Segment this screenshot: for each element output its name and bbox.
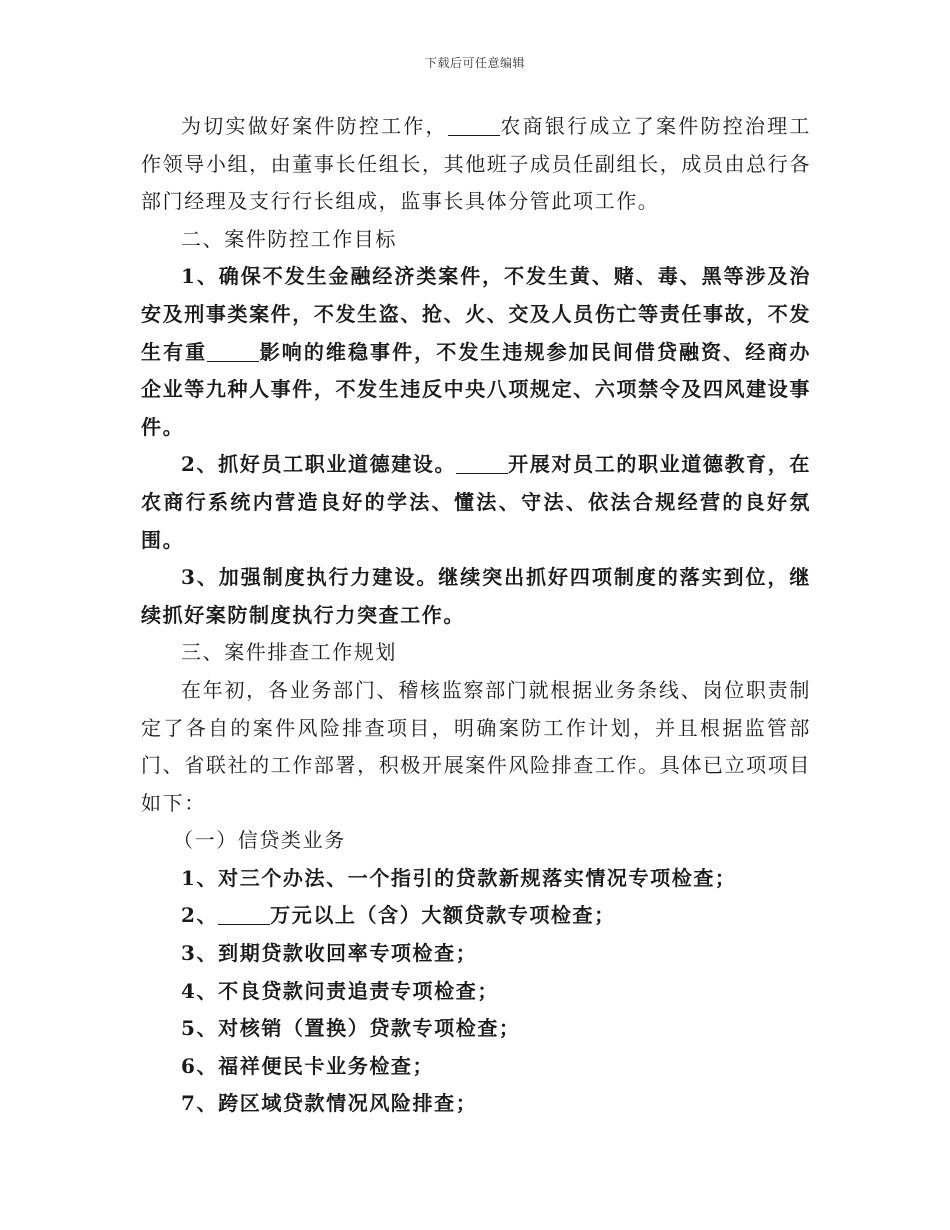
blank-line — [448, 115, 500, 136]
goal-1-text-a: 1、确保不发生金融经济类案件，不发生黄、赌、毒、黑等涉及治安及刑事类案件，不发生盗、抢、火、交及人员伤亡等责任事故，不发生有重 — [141, 264, 811, 364]
subsection-1-title: （一）信贷类业务 — [173, 828, 346, 853]
list-item: 5、对核销（置换）贷款专项检查； — [181, 1016, 521, 1041]
list-item: 4、不良贷款问责追责专项检查； — [181, 978, 499, 1003]
goal-1-text-b: 影响的维稳事件，不发生违规参加民间借贷融资、经商办企业等九种人事件，不发生违反中央八项规定、六项禁令及四风建设事件。 — [141, 339, 811, 439]
list-item: 3、到期贷款收回率专项检查； — [181, 941, 478, 966]
list-item: 7、跨区域贷款情况风险排查； — [181, 1091, 478, 1116]
intro-text-b: 农商银行成立了案件防控治理工作领导小组，由董事长任组长，其他班子成员任副组长，成员由总行各部门经理及支行行长组成，监事长具体分管此项工作。 — [141, 114, 811, 214]
section-3-title: 三、案件排查工作规划 — [181, 640, 397, 665]
list-item: 1、对三个办法、一个指引的贷款新规落实情况专项检查； — [181, 865, 737, 890]
section-2-title: 二、案件防控工作目标 — [181, 226, 397, 251]
blank-line — [207, 341, 259, 362]
goal-2-text-b: 开展对员工的职业道德教育，在农商行系统内营造良好的学法、懂法、守法、依法合规经营的良好氛围。 — [141, 452, 811, 552]
plan-paragraph: 在年初，各业务部门、稽核监察部门就根据业务条线、岗位职责制定了各自的案件风险排查项目，明确案防工作计划，并且根据监管部门、省联社的工作部署，积极开展案件风险排查工作。具体已立项项目如下： — [141, 677, 811, 815]
goal-1-paragraph — [141, 258, 811, 446]
goal-3-paragraph: 3、加强制度执行力建设。继续突出抓好四项制度的落实到位，继续抓好案防制度执行力突查工作。 — [141, 565, 811, 627]
document-body — [141, 108, 811, 1123]
list-item-2-text-a: 2、 — [181, 903, 219, 928]
list-item: 6、福祥便民卡业务检查； — [181, 1053, 435, 1078]
intro-text-a: 为切实做好案件防控工作， — [181, 114, 448, 138]
goal-2-paragraph — [141, 446, 811, 559]
blank-line — [456, 453, 508, 474]
page-header: 下载后可任意编辑 — [424, 56, 525, 70]
list-item — [141, 897, 811, 935]
list-item-2-text-b: 万元以上（含）大额贷款专项检查； — [270, 903, 616, 928]
intro-paragraph — [141, 108, 811, 221]
goal-2-text-a: 2、抓好员工职业道德建设。 — [181, 452, 457, 477]
blank-line — [218, 904, 270, 925]
